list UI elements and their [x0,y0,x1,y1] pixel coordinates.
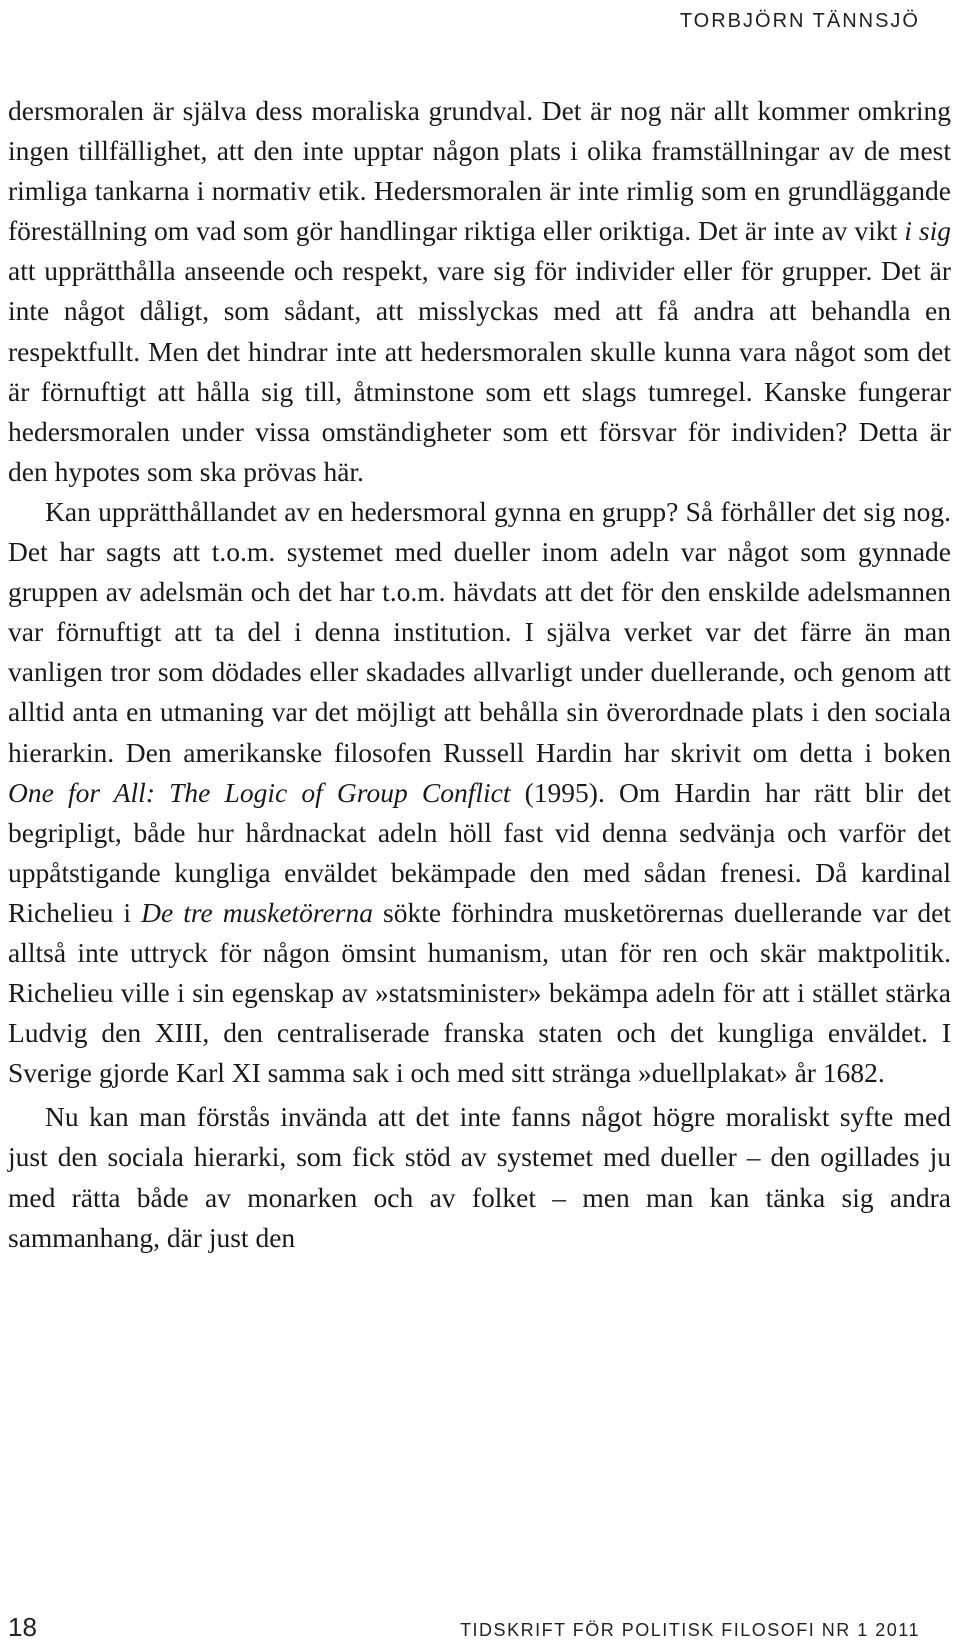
running-header-author: TORBJÖRN TÄNNSJÖ [679,10,920,32]
paragraph-2-text-b: (1995). Om Hardin har rätt blir det begripligt, både hur hårdnackat adeln höll fast vid denna sedvänja och varför det uppåtstigande kungliga enväldet bekämpade den med sådan frenesi. Då kardinal Richelieu i [8,776,951,928]
paragraph-3-text: Nu kan man förstås invända att det inte fanns något högre moraliskt syfte med just den sociala hierarki, som fick stöd av systemet med dueller – den ogillades ju med rätta både av monarken och av folket – men man kan tänka sig andra sammanhang, där just den [8,1101,951,1253]
paragraph-1-italic: i sig [904,215,951,247]
paragraph-2-text-a: Kan upprätthållandet av en hedersmoral gynna en grupp? Så förhåller det sig nog. Det har sagts att t.o.m. systemet med dueller inom adeln var något som gynnade gruppen av adelsmän och det har t.o.m. hävdats att det för den enskilde adelsmannen var förnuftigt att ta del i denna institution. I själva verket var det färre än man vanligen tror som dödades eller skadades allvarligt under duellerande, och genom att alltid anta en utmaning var det möjligt att behålla sin överordnade plats i den sociala hierarkin. Den amerikanske filosofen Russell Hardin har skrivit om detta i boken [8,495,951,768]
paragraph-1-text-a: dersmoralen är själva dess moraliska grundval. Det är nog när allt kommer omkring ingen tillfällighet, att den inte upptar någon plats i olika framställningar av de mest rimliga tankarna i normativ etik. Hedersmoralen är inte rimlig som en grundläggande föreställning om vad som gör handlingar riktiga eller oriktiga. Det är inte av vikt [8,95,951,247]
paragraph-1 [8,91,951,492]
novel-title-italic: De tre musketörerna [141,896,374,928]
book-title-italic: One for All: The Logic of Group Conflict [8,776,511,808]
paragraph-3 [8,1097,951,1257]
paragraph-2 [8,492,951,1093]
article-body [8,91,951,1258]
journal-footer: TIDSKRIFT FÖR POLITISK FILOSOFI NR 1 2011 [460,1620,920,1640]
page-number: 18 [8,1612,37,1642]
paragraph-2-text-c: sökte förhindra musketörernas duellerande var det alltså inte uttryck för någon ömsint humanism, utan för ren och skär maktpolitik. Richelieu ville i sin egenskap av »statsminister» bekämpa adeln för att i stället stärka Ludvig den XIII, den centraliserade franska staten och det kungliga enväldet. I Sverige gjorde Karl XI samma sak i och med sitt stränga »duellplakat» år 1682. [8,896,951,1089]
paragraph-1-text-b: att upprätthålla anseende och respekt, vare sig för individer eller för grupper. Det är inte något dåligt, som sådant, att misslyckas med att få andra att behandla en respektfullt. Men det hindrar inte att hedersmoralen skulle kunna vara något som det är förnuftigt att hålla sig till, åtminstone som ett slags tumregel. Kanske fungerar hedersmoralen under vissa omständigheter som ett försvar för individen? Detta är den hypotes som ska prövas här. [8,255,951,487]
